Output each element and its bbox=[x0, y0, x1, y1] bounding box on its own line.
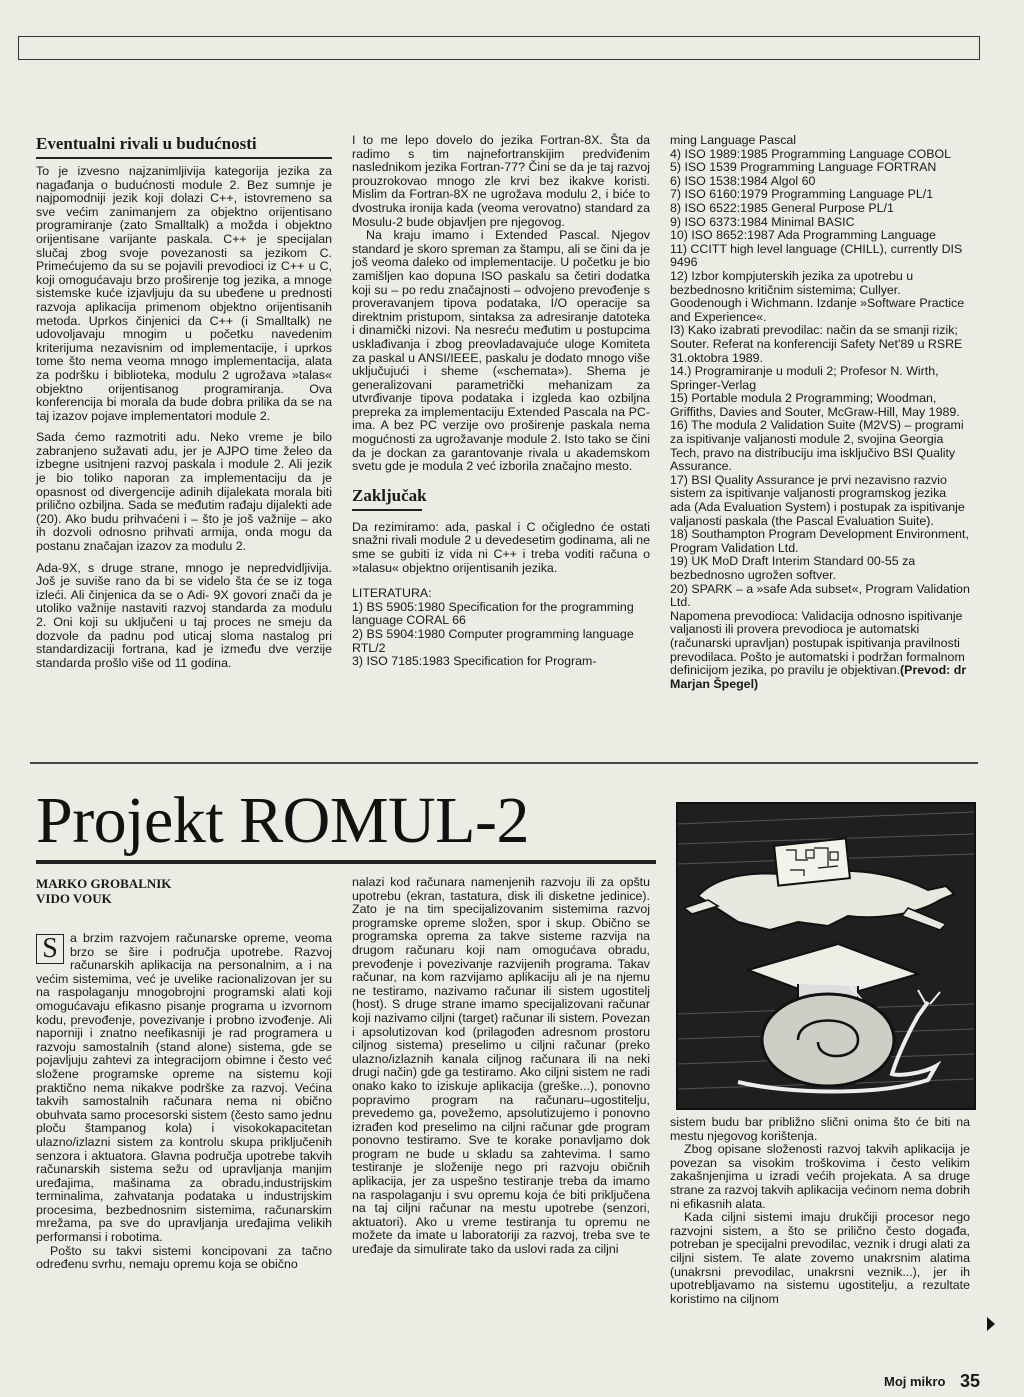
section-heading-rivals: Eventualni rivali u budućnosti bbox=[36, 134, 332, 159]
translator-note-text: Napomena prevodioca: Validacija odnosno ispitivanje valjanosti ili provera prevodioca je automatski (računarski upravljan) postupak ispitivanja pravilnosti prevodilaca. Pošto je automatski i podržan formalnom definicijom jezika, po pravilu je objektivan. bbox=[670, 608, 965, 678]
reference-item: 5) ISO 1539 Programming Language FORTRAN bbox=[670, 160, 937, 175]
article-authors bbox=[36, 876, 256, 906]
continued-arrow-icon bbox=[986, 1316, 996, 1332]
paragraph: sistem budu bar približno slični onima što će biti na mestu njegovog korištenja. bbox=[670, 1115, 970, 1143]
section-divider bbox=[30, 762, 978, 764]
lead-paragraph-text: a brzim razvojem računarske opreme, veoma brzo se šire i područja upotrebe. Razvoj računarskih aplikacija na personalnim, a i na većim sistemima, već je uvelike racionalizovan jer su na raspolaganju mnogobrojni programski alati koji omogućavaju efikasno pisanje programa u izvornom kodu, prevođenje, povezivanje i probno izvođenje. Ali naporniji i znatno neefikasniji je rad programera u razvoju samostalnih (stand alone) sistema, gde se pojavljuju zahtevi za integracijom obimne i često već složene programske opreme na sistemu koji praktično nema nikakve podrške za razvoj. Većina takvih samostalnih računara nema ni obično obuhvata samo procesorski sistem (često samo jednu ploču štampanog kola) i visokokapacitetan ulazno/izlazni sistem za kontrolu skupa priključenih senzora i aktuatora. Glavna područja upotrebe takvih računarskih sistema sežu od upravljanja manjim uređajima, mašinama za obradu,industrijskim terminalima, zahvatanja podataka u industrijskim procesima, bezbednosnim sistemima, računarskim mrežama, pa sve do upravljanja uređajima velikih performansi i robotima. bbox=[36, 931, 332, 1245]
reference-item: 17) BSI Quality Assurance je prvi nezavisno razvio sistem za ispitivanje valjanosti programskog jezika ada (Ada Evaluation System) i postupak za ispitivanje valjanosti paskala (the Pascal Evaluation Suite). bbox=[670, 472, 965, 528]
paragraph: Da rezimiramo: ada, paskal i C očigledno će ostati snažni rivali module 2 u devedesetim godinama, ali ne sme se gubiti iz vida ni C++ i treba voditi računa o »talasu« objektno orijentisanih jezika. bbox=[352, 519, 650, 575]
reference-item: 15) Portable modula 2 Programming; Woodman, Griffiths, Davies and Souter, McGraw-Hill, May 1989. bbox=[670, 391, 960, 419]
author-name: VIDO VOUK bbox=[36, 891, 112, 906]
reference-item: 7) ISO 6160:1979 Programming Language PL/1 bbox=[670, 187, 934, 202]
article-column-1 bbox=[36, 932, 332, 1272]
paragraph: Pošto su takvi sistemi koncipovani za tačno određenu svrhu, nemaju opremu koja se obično bbox=[36, 1243, 332, 1272]
reference-item: 11) CCITT high level language (CHILL), currently DIS 9496 bbox=[670, 241, 963, 270]
reference-item: 20) SPARK – a »safe Ada subset«, Program Validation Ltd. bbox=[670, 581, 970, 610]
paragraph: Ada-9X, s druge strane, mnogo je nepredvidljivija. Još je suviše rano da bi se videlo šta će se iz toga izleći. Ali činjenica da se o Adi- 9X govori znači da je utoliko važnije nastaviti razvoj standarda za modulu 2. Oni koji su uključeni u taj proces ne smeju da dozvole da padnu pod uticaj sloma nastalog pri standardizaciji fortrana, kad je između dve verzije standarda prošlo više od 11 godina. bbox=[36, 560, 332, 670]
reference-item: 14.) Programiranje u moduli 2; Profesor N. Wirth, Springer-Verlag bbox=[670, 364, 939, 392]
reference-item: 19) UK MoD Draft Interim Standard 00-55 za bezbednosno ugrožen softver. bbox=[670, 554, 916, 582]
paragraph: Na kraju imamo i Extended Pascal. Njegov standard je skoro spreman za štampu, ali se čini da je još veoma daleko od implementacije. U početku je bio zamišljen kao dopuna ISO paskalu sa četiri dodatka koji su – po redu značajnosti – odvojeno prevođenje s proveravanjem tipova podataka, I/O operacije sa direktnim pristupom, sintaksa za adresiranje datoteka i dinamički nizovi. Na nesreću međutim u postupcima usklađivanja i zbog preovladavajuće uloge Komiteta za paskal u ANSI/IEEE, paskalu je dodato mnogo više uključujući i sheme («schemata»). Shema je generalizovani parametrički mehanizam za utvrđivanje tipova podataka i izgleda kao ozbiljna prepreka za implementaciju Extended Pascala na PC-ima. A bez PC verzije ovo proširenje paskala nema mogućnosti za ugrožavanje module 2. Isto tako se čini da je dockan za garantovanje rivala u akademskom svetu gde je modula 2 već izborila značajno mesto. bbox=[352, 228, 650, 474]
section-heading-conclusion: Zaključak bbox=[352, 486, 422, 511]
article-column-2 bbox=[352, 876, 650, 1257]
reference-item: 9) ISO 6373:1984 Minimal BASIC bbox=[670, 214, 855, 229]
lead-paragraph bbox=[36, 932, 332, 1245]
article-illustration bbox=[676, 802, 976, 1110]
drop-cap: S bbox=[36, 934, 64, 964]
translator-note bbox=[670, 610, 970, 692]
title-rule bbox=[36, 860, 656, 864]
reference-item: 1) BS 5905:1980 Specification for the programming language CORAL 66 bbox=[352, 599, 634, 628]
reference-item: 16) The modula 2 Validation Suite (M2VS) – programi za ispitivanje valjanosti module 2, svojina Georgia Tech, pravo na distribuciju ima isključivo BSI Quality Assurance. bbox=[670, 418, 964, 474]
paragraph: I to me lepo dovelo do jezika Fortran-8X. Šta da radimo s tim najnefortranskijim predviđenim naslednikom jezika Fortran-77? Čini se da je taj razvoj prouzrokovao mnogo zle krvi bez ikakve koristi. Mislim da Fortran-8X ne ugrožava modulu 2, i biće to dvostruka ironija kada (veoma verovatno) standard za Mosulu-2 bude objavljen pre njegovog. bbox=[352, 133, 650, 229]
top-column-2 bbox=[352, 134, 650, 669]
page-number: 35 bbox=[960, 1371, 981, 1391]
reference-item: 2) BS 5904:1980 Computer programming language RTL/2 bbox=[352, 627, 634, 655]
author-name: MARKO GROBALNIK bbox=[36, 876, 172, 891]
paragraph: Sada ćemo razmotriti adu. Neko vreme je bilo zabranjeno sužavati adu, jer je AJPO time želeo da izbegne usitnjeni razvoj paskala i module 2. Ali jezik je bio toliko naporan za implementaciju da je opasnost od divergencije adinih dijalekata morala biti prilično ozbiljna. Sada se međutim rađaju dijalekti ade (20). Ako budu prihvaćeni i – što je još važnije – ako ih dozvoli odnosno prihvati armija, onda mogu da postanu značajan izazov za modulu 2. bbox=[36, 430, 332, 554]
top-column-1 bbox=[36, 134, 332, 670]
reference-item: 12) Izbor kompjuterskih jezika za upotrebu u bezbednosno kritičnim sistemima; Cullyer. Goodenough i Wichmann. Izdanje »Software Practice and Experience«. bbox=[670, 268, 965, 324]
article-title: Projekt ROMUL-2 bbox=[36, 784, 529, 857]
reference-item: 3) ISO 7185:1983 Specification for Program- bbox=[352, 654, 597, 669]
paragraph: Zbog opisane složenosti razvoj takvih aplikacija je povezan sa visokim troškovima i često velikim zakašnjenjima u izradi većih projekata. A sa druge strane za razvoj takvih aplikacija većinom nema dobrih ni efikasnih alata. bbox=[670, 1142, 970, 1211]
paragraph: To je izvesno najzanimljivija kategorija jezika za nagađanja o budućnosti module 2. Bez sumnje je najpomodniji jezik koji dolazi C++, istovremeno sa sve većim zanimanjem za objektno orijentisano programiranje (zato Smalltalk) a možda i objektno orijentisane varijante paskala. C++ je specijalan slučaj zbog svoje povezanosti sa jezikom C. Primećujemo da su se pojavili prevodioci iz C++ u C, koji omogućavaju brzo proširenje tog jezika, a mnoge sistemske kuće izjavljuju da su ubeđene u prednosti razvoja aplikacija primenom objektno orijentisanih metoda. Uprkos činjenici da C++ (i Smalltalk) ne udovoljavaju mnogim u početku navedenim kriterijuma nezavisnim od implementacije, i uprkos tome što nema veoma mnogo implementacija, alata za podršku i biblioteka, modulu 2 ugrožava »talas« objektno orijentisanog programiranja. Ova konferencija bi morala da bude dobra prilika da se na taj izazov pojave implementatori module 2. bbox=[36, 164, 332, 423]
greyhound-snail-illustration-icon bbox=[678, 804, 974, 1108]
paragraph: nalazi kod računara namenjenih razvoju ili za opštu upotrebu (ekran, tastatura, disk ili disketne jedinice). Zato je na tim specijalizovanim sistemima razvoj programske opreme složen, spor i skup. Obično se programska oprema za takve sisteme razvija na drugom računaru koji nam omogućava obradu, prevođenje i povezivanje razvijenih programa. Takav računar, na kom razvijamo aplikaciju ali je na njemu ne testiramo, nazivamo računar ili sistem ugostitelj (host). S druge strane imamo specijalizovani računar koji nazivamo ciljni (target) računar ili sistem. Povezan i apsolutizovan kod (prilagođen adresnom prostoru ciljnog sistema) preselimo u ciljni računar (preko ulazno/izlaznih kanala ciljnog računara ili na neki drugi način) gde ga testiramo. Ako ciljni sistem ne radi onako kako to iziskuje aplikacija (greške...), ponovno popravimo program na računaru–ugostitelju, prevedemo ga, povežemo, apsolutizujemo i ponovno izrađen kod preselimo na ciljni računar gde program ponovno testiramo. Sve te korake ponavljamo dok program ne bude u skladu sa zahtevima. I samo testiranje je složenije nego pri razvoju običnih aplikacija, jer za uspešno testiranje treba da imamo na raspolaganju i svu opremu koja će biti priključena na taj ciljni računar na mestu upotrebe (senzori, aktuatori). Ako u vreme testiranja tu opremu ne možete da imate u laboratoriji za razvoj, treba sve te uređaje da simulirate tako da uslovi rada za ciljni bbox=[352, 875, 650, 1257]
translator-credit: (Prevod: dr Marjan Špegel) bbox=[670, 663, 967, 691]
reference-item: 10) ISO 8652:1987 Ada Programming Language bbox=[670, 228, 936, 243]
reference-item: ming Language Pascal bbox=[670, 133, 797, 147]
magazine-name: Moj mikro bbox=[884, 1374, 946, 1389]
article-column-3 bbox=[670, 1116, 970, 1306]
reference-item: I3) Kako izabrati prevodilac: način da se smanji rizik; Souter. Referat na konferenciji Safety Net'89 u RSRE 31.oktobra 1989. bbox=[670, 323, 963, 365]
top-column-3 bbox=[670, 134, 970, 691]
top-frame-box bbox=[18, 36, 980, 60]
reference-item: 18) Southampton Program Development Environment, Program Validation Ltd. bbox=[670, 527, 969, 555]
reference-item: 8) ISO 6522:1985 General Purpose PL/1 bbox=[670, 200, 894, 215]
literature-label: LITERATURA: bbox=[352, 586, 432, 601]
reference-item: 4) ISO 1989:1985 Programming Language COBOL bbox=[670, 146, 952, 161]
reference-item: 6) ISO 1538:1984 Algol 60 bbox=[670, 173, 816, 188]
paragraph: Kada ciljni sistemi imaju drukčiji procesor nego razvojni sistem, a što se prilično često događa, potreban je specijalni prevodilac, veznik i drugi alati za ciljni sistem. Te alate zovemo unakrsnim alatima (unakrsni prevodilac, unakrsni veznik...), jer ih upotrebljavamo na sistemu ugostitelju, a rezultate koristimo na ciljnom bbox=[670, 1210, 970, 1306]
literature-list bbox=[352, 587, 650, 669]
